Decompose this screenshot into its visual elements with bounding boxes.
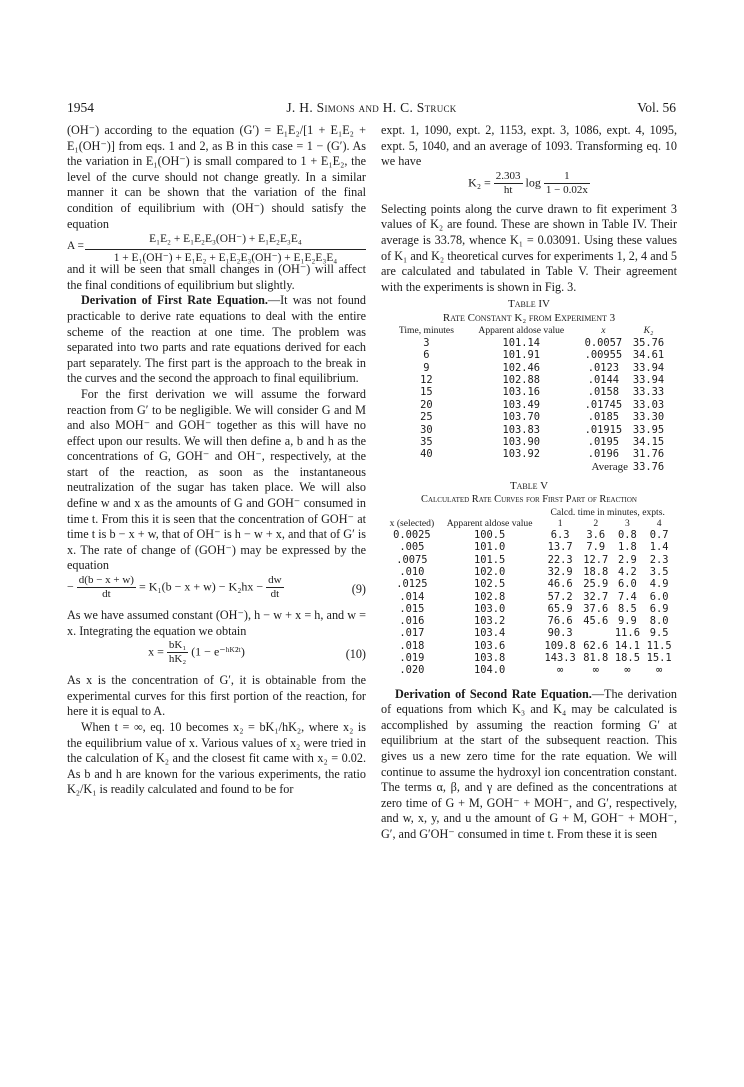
table-cell: 103.6 [473, 639, 506, 652]
section-heading: Derivation of First Rate Equation. [81, 293, 268, 308]
table-row [389, 362, 669, 374]
table-cell: 33.95 [632, 423, 665, 436]
table-cell: 103.49 [502, 398, 541, 411]
fraction [167, 639, 188, 666]
table-cell: .005 [399, 541, 425, 554]
table-cell: 12 [420, 373, 433, 386]
log-label: log [525, 175, 541, 190]
table-cell: 6.0 [649, 590, 669, 603]
table-cell: 101.0 [473, 541, 506, 554]
table-cell: 4.9 [649, 578, 669, 591]
table-cell: ∞ [656, 664, 663, 677]
table-row [385, 640, 675, 652]
equation-denominator: 1 + E₁(OH⁻) + E₁E₂ + E₁E₂E₃(OH⁻) + E₁E₂E₃E₄ [113, 251, 338, 264]
table-label: Table V [509, 480, 549, 493]
average-value: 33.76 [632, 460, 665, 473]
equation-lhs: x = [148, 644, 164, 659]
table-cell: .0196 [587, 448, 620, 461]
equation-middle: = K₁(b − x + w) − K₂hx − [138, 579, 264, 594]
column-header: 2 [593, 517, 599, 529]
table-cell: ∞ [557, 664, 564, 677]
column-header: x [601, 325, 606, 337]
paragraph-text: —It was not found practicable to derive rate equations to deal with the entire scheme of the reaction at one time. The problem was separated into two parts and rate equations derived for each part separately. The first part is the approach to the break in the curves and the second the approach to final equilibrium. [67, 293, 366, 386]
table-cell: .018 [399, 639, 425, 652]
average-label: Average [591, 460, 628, 473]
table-cell: 6.9 [649, 602, 669, 615]
table-row [385, 554, 675, 566]
table-cell: 0.7 [649, 529, 669, 542]
table-cell: .010 [399, 565, 425, 578]
table-cell [580, 627, 612, 639]
table-cell: 37.6 [583, 602, 609, 615]
table-row [385, 541, 675, 553]
table-cell: 34.61 [632, 349, 665, 362]
table-row [389, 349, 669, 361]
table-cell: 102.46 [502, 361, 541, 374]
table-cell: 31.76 [632, 448, 665, 461]
table-label: Table IV [508, 298, 550, 311]
table-cell: 4.2 [618, 565, 637, 578]
table-cell: 33.94 [632, 361, 665, 374]
table-cell: 9 [423, 361, 430, 374]
paragraph: and it will be seen that small changes in (OH⁻) will affect the final conditions of equilibrium but slightly. [67, 262, 366, 292]
table-cell: 20 [420, 398, 433, 411]
table-row [385, 664, 675, 676]
equation-body: − $\frac{d(b - x + w)}{dt}$ = K₁(b − x + w) − K₂hx − $\frac{dw}{dt}$ [67, 574, 282, 601]
table-cell: .020 [399, 664, 425, 677]
volume-label: Vol. 56 [637, 100, 676, 115]
table-cell: 14.1 [614, 639, 640, 652]
table-cell: .01745 [584, 398, 623, 411]
fraction-denominator: 1 − 0.02x [545, 183, 588, 196]
table-cell: 18.8 [583, 565, 609, 578]
table-cell: 65.9 [547, 602, 573, 615]
table-cell: 3.6 [586, 529, 606, 542]
table-row [389, 436, 669, 448]
left-column [67, 123, 366, 798]
table-cell: .0075 [396, 553, 428, 566]
column-group-header: Calcd. time in minutes, expts. [550, 507, 665, 519]
fraction-numerator: 1 [544, 170, 590, 184]
table-cell: .0158 [587, 386, 620, 399]
table-cell: 100.5 [473, 529, 506, 542]
table-cell: 1.4 [649, 541, 669, 554]
table-cell: 104.0 [473, 664, 506, 677]
paragraph: expt. 1, 1090, expt. 2, 1153, expt. 3, 1086, expt. 4, 1095, expt. 5, 1040, and an average of 1093. Transforming eq. 10 we have [381, 123, 677, 169]
table-row [385, 652, 675, 664]
table-cell: 22.3 [547, 553, 573, 566]
table-cell: 103.83 [502, 423, 541, 436]
table-cell: 7.4 [618, 590, 637, 603]
table-cell: 12.7 [583, 553, 609, 566]
fraction-numerator: dw [268, 574, 282, 587]
table-cell: 101.14 [502, 336, 541, 349]
fraction-denominator: dt [270, 588, 280, 601]
table-cell: 15.1 [646, 652, 672, 664]
column-header: 1 [557, 517, 563, 529]
paragraph-text: —The derivation of equations from which K₃ and K₄ may be calculated is accomplished by assuming the reaction forming G′ at equilibrium at the start of the subsequent reaction. This gives us a new zero time for the rate equation. We will continue to assume the hydroxyl ion concentration constant. The terms α, β, and γ are defined as the concentrations at zero time of G + M, GOH⁻ + MOH⁻, and G′, respectively, and w, x, y, and u the amount of G + M, GOH⁻ + MOH⁻, G′, and G′OH⁻ consumed in time t. From these it is seen [381, 686, 677, 841]
table-row [385, 566, 675, 578]
table-cell: 15 [420, 386, 433, 399]
running-authors: J. H. Simons and H. C. Struck [286, 100, 457, 115]
table-cell: 109.8 [544, 639, 576, 652]
table-cell: 3 [423, 336, 430, 349]
page-number: 1954 [67, 100, 94, 115]
column-header: x (selected) [389, 517, 435, 529]
table-cell: 101.5 [473, 553, 506, 566]
equation-lhs: K₂ = [468, 175, 491, 190]
table-cell: 6 [423, 349, 430, 362]
table-cell: .015 [399, 602, 425, 615]
table-row [389, 337, 669, 349]
table-row [385, 615, 675, 627]
column-header: 4 [656, 517, 662, 529]
table-cell: 35 [420, 436, 433, 448]
table-cell: 0.8 [618, 529, 637, 542]
table-cell: 30 [420, 423, 433, 436]
table-cell: 143.3 [544, 652, 576, 664]
table-cell: 32.7 [583, 590, 609, 603]
table-cell: 103.92 [502, 448, 541, 461]
column-header: 3 [625, 517, 630, 529]
equation-a [67, 232, 366, 262]
table-cell: 103.4 [473, 627, 506, 640]
table-body [385, 529, 675, 677]
table-cell: 33.94 [632, 373, 665, 386]
table-cell: .019 [399, 652, 425, 664]
table-row [389, 374, 669, 386]
fraction-denominator: ht [503, 183, 513, 196]
table-cell: .014 [399, 590, 425, 603]
table-row [385, 529, 675, 541]
table-cell: 33.03 [632, 398, 665, 411]
table-cell: .0144 [587, 373, 620, 386]
table-cell: 9.9 [618, 615, 637, 628]
table-cell: 3.5 [649, 565, 669, 578]
table-cell: 34.15 [632, 436, 665, 448]
table-cell: 102.8 [473, 590, 506, 603]
table-cell: .00955 [584, 349, 623, 362]
table-row [389, 411, 669, 423]
table-cell: 18.5 [614, 652, 640, 664]
table-cell: 102.0 [473, 565, 506, 578]
table-cell: 7.9 [586, 541, 606, 554]
table-cell: 76.6 [547, 615, 573, 628]
column-header: Apparent aldose value [478, 325, 565, 337]
table-cell: 8.0 [649, 615, 669, 628]
table-row [389, 386, 669, 398]
table-cell: .0123 [587, 361, 620, 374]
table-row [389, 399, 669, 411]
fraction-numerator: bK₁ [168, 639, 187, 652]
equation-body [381, 170, 677, 197]
table-row [385, 627, 675, 639]
paragraph: When t = ∞, eq. 10 becomes x₂ = bK₁/hK₂, where x₂ is the equilibrium value of x. Various values of x₂ were tried in the calculation of K₂ and the closest fit came with x₂ = 0.02. As b and h are known for the various experiments, the ratio K₂/K₁ is readily calculated and found to be for [67, 720, 366, 797]
paragraph: (OH⁻) according to the equation (G′) = E₁E₂/[1 + E₁E₂ + E₁(OH⁻)] from eqs. 1 and 2, as B in this case = 1 − (G′). As the variation in E₁(OH⁻) is small compared to 1 + E₁E₂, the level of the curve should not change greatly. In a similar manner it can be shown that the variation of the final condition of equilibrium with (OH⁻) should satisfy the equation [67, 123, 366, 231]
calculated-curves-table [385, 507, 675, 676]
equation-numerator: E₁E₂ + E₁E₂E₃(OH⁻) + E₁E₂E₃E₄ [85, 232, 366, 250]
table-cell: 103.2 [473, 615, 506, 628]
table-cell: 8.5 [618, 602, 637, 615]
table-body [389, 337, 669, 461]
table-cell: 102.88 [502, 373, 541, 386]
table-cell: .01915 [584, 423, 623, 436]
rate-constant-table [389, 325, 669, 473]
table-cell: 102.5 [473, 578, 506, 591]
fraction [266, 574, 283, 601]
equation-body [67, 639, 326, 666]
table-cell: 62.6 [583, 639, 609, 652]
table-cell: 0.0057 [584, 336, 623, 349]
table-cell: 6.3 [550, 529, 570, 542]
table-cell: 33.33 [632, 386, 665, 399]
table-cell: 25.9 [583, 578, 609, 591]
table-cell: ∞ [624, 664, 631, 677]
equation-number: (9) [351, 582, 366, 597]
table-cell: 2.9 [618, 553, 637, 566]
table-cell: .0195 [587, 436, 620, 448]
table-cell: .017 [399, 627, 425, 640]
table-cell: 9.5 [649, 627, 669, 640]
running-header [67, 100, 676, 116]
table-cell: 90.3 [547, 627, 573, 640]
fraction [494, 170, 523, 197]
table-cell: .0125 [396, 578, 428, 591]
table-cell: 0.0025 [393, 529, 431, 542]
equation-fraction [85, 232, 366, 266]
equation-number: (10) [345, 647, 366, 662]
table-caption: Calculated Rate Curves for First Part of Reaction [421, 494, 637, 506]
equation-rhs: (1 − e⁻ʰᴷ²ᵗ) [191, 644, 245, 659]
table-cell: 103.70 [502, 411, 541, 424]
table-cell: 32.9 [547, 565, 573, 578]
table-cell: 33.30 [632, 411, 665, 424]
table-cell: 11.5 [646, 639, 672, 652]
equation-label: A = [67, 240, 84, 253]
paragraph: As x is the concentration of G′, it is obtainable from the experimental curves for this first portion of the reaction, for here it is equal to A. [67, 673, 366, 719]
table-row [389, 424, 669, 436]
table-cell: 6.0 [618, 578, 637, 591]
equation-9 [67, 574, 366, 608]
table-cell: 46.6 [547, 578, 573, 591]
fraction [77, 574, 136, 601]
column-header: Apparent aldose value [446, 517, 533, 529]
table-cell: 1.8 [618, 541, 637, 554]
table-cell: 103.8 [473, 652, 506, 664]
table-cell: .0185 [587, 411, 620, 424]
table-cell: 81.8 [583, 652, 609, 664]
table-row [385, 591, 675, 603]
fraction-numerator: d(b − x + w) [78, 574, 134, 587]
table-cell: 13.7 [547, 541, 573, 554]
table-cell: 2.3 [649, 553, 669, 566]
column-header: K₂ [643, 325, 654, 337]
table-row [385, 603, 675, 615]
equation-10 [67, 639, 366, 673]
paragraph: As we have assumed constant (OH⁻), h − w + x = h, and w = x. Integrating the equation we obtain [67, 608, 366, 638]
table-cell: .016 [399, 615, 425, 628]
paragraph: For the first derivation we will assume the forward reaction from G′ to be negligible. We will consider G and M and also MOH⁻ and GOH⁻ together as this will have no effect upon our results. We will then define a, b and h as the concentrations of G, GOH⁻ and OH⁻, respectively, at the start of the reaction, as soon as the instantaneous neutralization of the sugar has taken place. We will also define w and x as the amounts of G and GOH⁻ consumed in time t. From this it is seen that the concentration of GOH⁻ at time t is b − x + w, that of OH⁻ is h − w + x, and that of G′ is x. The rate of change of (GOH⁻) may be expressed by the equation [67, 386, 366, 573]
table-row [389, 448, 669, 460]
table-cell: 40 [420, 448, 433, 461]
right-column [381, 123, 677, 843]
paragraph: Selecting points along the curve drawn to fit experiment 3 values of K₂ are found. These are shown in Table IV. Their average is 33.78, whence K₁ = 0.03091. Using these values of K₁ and K₂ theoretical curves for experiments 1, 2, 4 and 5 are calculated and tabulated in Table V. Their agreement with the experiments is shown in Fig. 3. [381, 201, 677, 294]
section-heading: Derivation of Second Rate Equation. [395, 686, 592, 701]
table-cell: 101.91 [502, 349, 541, 362]
table-cell: 103.16 [502, 386, 541, 399]
paragraph [381, 687, 677, 843]
table-cell: ∞ [592, 664, 599, 677]
table-cell: 45.6 [583, 615, 609, 628]
table-caption: Rate Constant K₂ from Experiment 3 [442, 312, 616, 325]
table-cell: 103.90 [502, 436, 541, 448]
paragraph [67, 293, 366, 387]
column-header: Time, minutes [398, 325, 454, 337]
fraction-denominator: hK₂ [168, 653, 187, 666]
table-cell: 11.6 [614, 627, 640, 640]
fraction-numerator: 2.303 [495, 169, 521, 182]
table-cell: 25 [420, 411, 433, 424]
table-cell: 103.0 [473, 602, 506, 615]
table-cell: 57.2 [547, 590, 573, 603]
table-cell: 35.76 [632, 336, 665, 349]
table-row [385, 578, 675, 590]
equation-k2 [381, 170, 677, 202]
fraction-denominator: dt [102, 588, 111, 601]
fraction [544, 170, 590, 197]
